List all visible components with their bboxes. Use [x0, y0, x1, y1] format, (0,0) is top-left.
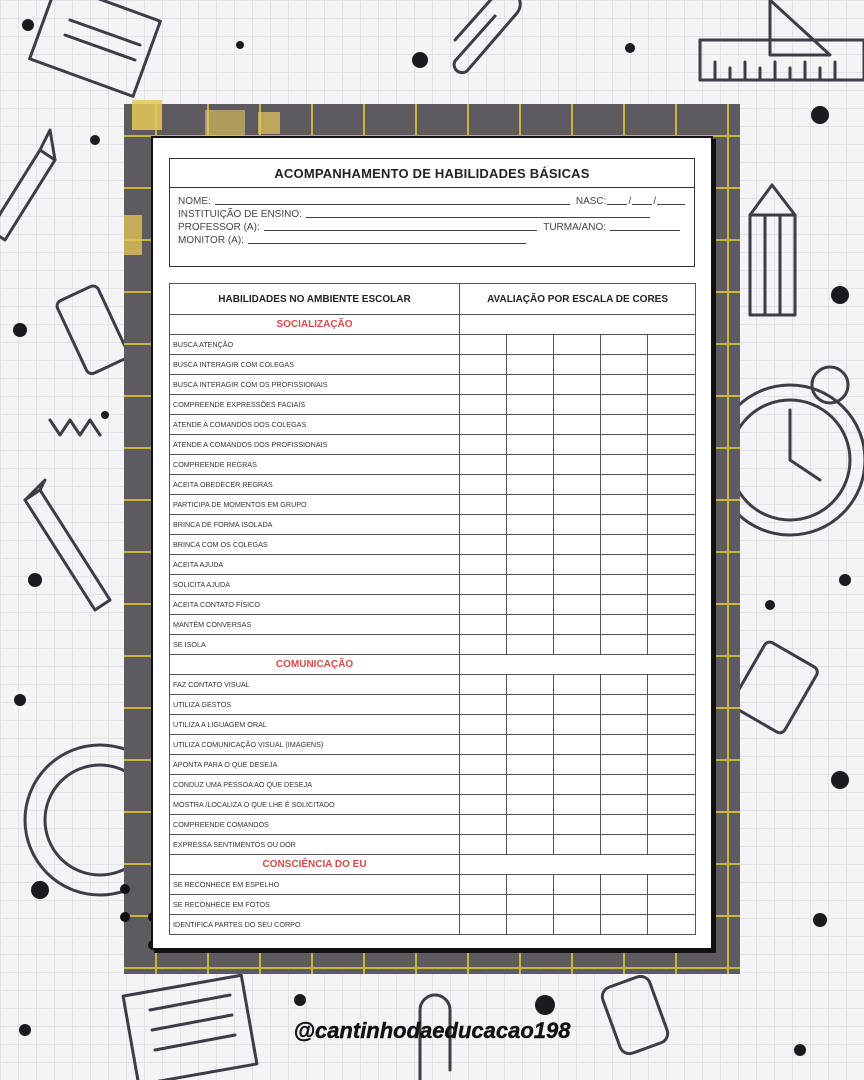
skill-label: COMPREENDE REGRAS: [170, 455, 460, 475]
table-row: [170, 455, 696, 475]
ruler-icon: [700, 40, 864, 80]
rating-cell[interactable]: [507, 415, 554, 435]
rating-cell[interactable]: [601, 735, 648, 755]
rating-cell[interactable]: [460, 695, 507, 715]
table-row: [170, 375, 696, 395]
skill-label: UTILIZA COMUNICAÇÃO VISUAL (IMAGENS): [170, 735, 460, 755]
skill-label: MANTÉM CONVERSAS: [170, 615, 460, 635]
rating-cell[interactable]: [507, 335, 554, 355]
table-row: [170, 335, 696, 355]
rating-cell[interactable]: [554, 695, 601, 715]
professor-field[interactable]: [264, 230, 538, 231]
table-row: [170, 715, 696, 735]
nome-field[interactable]: [215, 204, 570, 205]
rating-cell[interactable]: [554, 395, 601, 415]
rating-cell[interactable]: [648, 775, 696, 795]
rating-cell[interactable]: [648, 575, 696, 595]
rating-cell[interactable]: [460, 615, 507, 635]
skill-label: SE RECONHECE EM ESPELHO: [170, 875, 460, 895]
monitor-field[interactable]: [248, 243, 526, 244]
rating-cell[interactable]: [460, 455, 507, 475]
bottle-icon: [600, 974, 671, 1057]
skill-label: CONDUZ UMA PESSOA AO QUE DESEJA: [170, 775, 460, 795]
rating-cell[interactable]: [507, 835, 554, 855]
rating-cell[interactable]: [601, 575, 648, 595]
rating-cell[interactable]: [648, 555, 696, 575]
rating-cell[interactable]: [554, 895, 601, 915]
professor-label: PROFESSOR (A):: [178, 222, 260, 233]
rating-cell[interactable]: [601, 335, 648, 355]
rating-cell[interactable]: [507, 435, 554, 455]
rating-cell[interactable]: [648, 435, 696, 455]
rating-cell[interactable]: [601, 675, 648, 695]
rating-cell[interactable]: [507, 535, 554, 555]
section-title: CONSCIÊNCIA DO EU: [170, 855, 460, 875]
rating-cell[interactable]: [601, 595, 648, 615]
skill-label: MOSTRA /LOCALIZA O QUE LHE É SOLICITADO: [170, 795, 460, 815]
rating-cell[interactable]: [648, 715, 696, 735]
rating-cell[interactable]: [554, 715, 601, 735]
table-row: [170, 915, 696, 935]
rating-cell[interactable]: [507, 715, 554, 735]
student-info-box: [169, 188, 695, 267]
rating-cell[interactable]: [554, 415, 601, 435]
instituicao-field[interactable]: [306, 217, 650, 218]
rating-cell[interactable]: [554, 355, 601, 375]
rating-cell[interactable]: [554, 635, 601, 655]
section-row: [170, 855, 696, 875]
rating-cell[interactable]: [460, 575, 507, 595]
table-header-row: [170, 284, 696, 315]
rating-cell[interactable]: [507, 795, 554, 815]
table-row: [170, 895, 696, 915]
rating-cell[interactable]: [601, 875, 648, 895]
zigzag-icon: [50, 420, 100, 435]
nasc-month-field[interactable]: [632, 204, 652, 205]
nasc-separator: /: [628, 196, 632, 207]
rating-cell[interactable]: [507, 895, 554, 915]
rating-cell[interactable]: [554, 775, 601, 795]
pencil-icon: [0, 130, 55, 240]
pencil-icon-lower: [25, 480, 110, 610]
skill-label: SE ISOLA: [170, 635, 460, 655]
rating-cell[interactable]: [507, 915, 554, 935]
notebook-icon: [30, 0, 161, 96]
worksheet-title: ACOMPANHAMENTO DE HABILIDADES BÁSICAS: [274, 165, 590, 181]
eraser-icon-right: [730, 640, 819, 735]
rating-cell[interactable]: [648, 875, 696, 895]
rating-cell[interactable]: [648, 735, 696, 755]
col-avaliacao-header: AVALIAÇÃO POR ESCALA DE CORES: [460, 284, 696, 315]
rating-cell[interactable]: [648, 395, 696, 415]
title-box: [169, 158, 695, 188]
rating-cell[interactable]: [554, 595, 601, 615]
table-row: [170, 615, 696, 635]
skill-label: FAZ CONTATO VISUAL: [170, 675, 460, 695]
turma-label: TURMA/ANO:: [543, 222, 606, 233]
rating-cell[interactable]: [648, 375, 696, 395]
skill-label: COMPREENDE EXPRESSÕES FACIAIS: [170, 395, 460, 415]
rating-cell[interactable]: [460, 815, 507, 835]
rating-cell[interactable]: [601, 455, 648, 475]
section-rating-spacer: [460, 315, 696, 335]
rating-cell[interactable]: [601, 555, 648, 575]
rating-cell[interactable]: [460, 495, 507, 515]
rating-cell[interactable]: [554, 575, 601, 595]
table-row: [170, 355, 696, 375]
rating-cell[interactable]: [460, 595, 507, 615]
skill-label: ACEITA CONTATO FÍSICO: [170, 595, 460, 615]
rating-cell[interactable]: [507, 635, 554, 655]
rating-cell[interactable]: [460, 515, 507, 535]
table-row: [170, 815, 696, 835]
skill-label: BUSCA INTERAGIR COM COLEGAS: [170, 355, 460, 375]
section-title: SOCIALIZAÇÃO: [170, 315, 460, 335]
rating-cell[interactable]: [507, 615, 554, 635]
set-square-icon: [770, 0, 830, 55]
rating-cell[interactable]: [601, 815, 648, 835]
table-row: [170, 535, 696, 555]
rating-cell[interactable]: [554, 535, 601, 555]
rating-cell[interactable]: [648, 335, 696, 355]
section-row: [170, 655, 696, 675]
table-row: [170, 795, 696, 815]
rating-cell[interactable]: [554, 795, 601, 815]
rating-cell[interactable]: [648, 595, 696, 615]
rating-cell[interactable]: [507, 695, 554, 715]
rating-cell[interactable]: [648, 915, 696, 935]
rating-cell[interactable]: [648, 695, 696, 715]
nasc-day-field[interactable]: [607, 204, 627, 205]
rating-cell[interactable]: [554, 875, 601, 895]
rating-cell[interactable]: [507, 775, 554, 795]
rating-cell[interactable]: [507, 515, 554, 535]
skill-label: PARTICIPA DE MOMENTOS EM GRUPO: [170, 495, 460, 515]
skill-label: BUSCA ATENÇÃO: [170, 335, 460, 355]
paper-clip-icon: [454, 0, 520, 73]
rating-cell[interactable]: [507, 815, 554, 835]
rating-cell[interactable]: [554, 915, 601, 935]
rating-cell[interactable]: [601, 635, 648, 655]
rating-cell[interactable]: [601, 375, 648, 395]
rating-cell[interactable]: [507, 755, 554, 775]
rating-cell[interactable]: [601, 415, 648, 435]
rating-cell[interactable]: [460, 915, 507, 935]
table-row: [170, 435, 696, 455]
skill-label: SE RECONHECE EM FOTOS: [170, 895, 460, 915]
rating-cell[interactable]: [648, 795, 696, 815]
rating-cell[interactable]: [554, 455, 601, 475]
rating-cell[interactable]: [507, 375, 554, 395]
rating-cell[interactable]: [507, 555, 554, 575]
skill-label: EXPRESSA SENTIMENTOS OU DOR: [170, 835, 460, 855]
rating-cell[interactable]: [554, 555, 601, 575]
rating-cell[interactable]: [601, 435, 648, 455]
rating-cell[interactable]: [601, 775, 648, 795]
rating-cell[interactable]: [648, 615, 696, 635]
table-row: [170, 575, 696, 595]
rating-cell[interactable]: [601, 535, 648, 555]
monitor-line: [178, 233, 686, 246]
table-row: [170, 475, 696, 495]
rating-cell[interactable]: [601, 755, 648, 775]
rating-cell[interactable]: [601, 715, 648, 735]
pencil-icon-right: [750, 185, 795, 315]
rating-cell[interactable]: [460, 635, 507, 655]
skill-label: BUSCA INTERAGIR COM OS PROFISSIONAIS: [170, 375, 460, 395]
rating-cell[interactable]: [460, 535, 507, 555]
skill-label: ACEITA OBEDECER REGRAS: [170, 475, 460, 495]
nasc-year-field[interactable]: [657, 204, 685, 205]
table-row: [170, 515, 696, 535]
rating-cell[interactable]: [554, 615, 601, 635]
table-row: [170, 735, 696, 755]
rating-cell[interactable]: [601, 915, 648, 935]
rating-cell[interactable]: [507, 875, 554, 895]
monitor-label: MONITOR (A):: [178, 235, 244, 246]
skill-label: ACEITA AJUDA: [170, 555, 460, 575]
rating-cell[interactable]: [460, 895, 507, 915]
rating-cell[interactable]: [601, 835, 648, 855]
rating-cell[interactable]: [601, 695, 648, 715]
rating-cell[interactable]: [601, 355, 648, 375]
rating-cell[interactable]: [460, 555, 507, 575]
section-rating-spacer: [460, 855, 696, 875]
turma-field[interactable]: [610, 230, 680, 231]
table-row: [170, 675, 696, 695]
nome-line: [178, 194, 686, 207]
rating-cell[interactable]: [554, 675, 601, 695]
rating-cell[interactable]: [460, 475, 507, 495]
decor-dot: [120, 912, 130, 922]
nome-label: NOME:: [178, 196, 211, 207]
rating-cell[interactable]: [648, 895, 696, 915]
rating-cell[interactable]: [507, 355, 554, 375]
accent-square: [132, 100, 162, 130]
nasc-separator: /: [653, 196, 656, 207]
rating-cell[interactable]: [460, 395, 507, 415]
rating-cell[interactable]: [507, 495, 554, 515]
skills-table: [169, 283, 696, 935]
table-row: [170, 635, 696, 655]
rating-cell[interactable]: [648, 755, 696, 775]
table-row: [170, 595, 696, 615]
eraser-icon: [55, 284, 130, 376]
skill-label: UTILIZA A LIGUAGEM ORAL: [170, 715, 460, 735]
rating-cell[interactable]: [648, 415, 696, 435]
rating-cell[interactable]: [601, 515, 648, 535]
rating-cell[interactable]: [601, 615, 648, 635]
rating-cell[interactable]: [601, 495, 648, 515]
table-row: [170, 775, 696, 795]
rating-cell[interactable]: [507, 675, 554, 695]
nasc-label: NASC:: [575, 196, 607, 207]
rating-cell[interactable]: [648, 355, 696, 375]
rating-cell[interactable]: [460, 755, 507, 775]
rating-cell[interactable]: [554, 435, 601, 455]
rating-cell[interactable]: [601, 895, 648, 915]
section-title: COMUNICAÇÃO: [170, 655, 460, 675]
decor-dot: [120, 884, 130, 894]
rating-cell[interactable]: [460, 675, 507, 695]
skill-label: COMPREENDE COMANDOS: [170, 815, 460, 835]
rating-cell[interactable]: [554, 735, 601, 755]
rating-cell[interactable]: [648, 535, 696, 555]
table-row: [170, 555, 696, 575]
table-row: [170, 395, 696, 415]
rating-cell[interactable]: [601, 395, 648, 415]
rating-cell[interactable]: [507, 455, 554, 475]
skill-label: APONTA PARA O QUE DESEJA: [170, 755, 460, 775]
col-habilidades-header: HABILIDADES NO AMBIENTE ESCOLAR: [170, 284, 460, 315]
rating-cell[interactable]: [460, 435, 507, 455]
rating-cell[interactable]: [554, 475, 601, 495]
rating-cell[interactable]: [554, 755, 601, 775]
rating-cell[interactable]: [554, 335, 601, 355]
accent-square: [258, 112, 280, 134]
rating-cell[interactable]: [554, 835, 601, 855]
rating-cell[interactable]: [460, 335, 507, 355]
section-rating-spacer: [460, 655, 696, 675]
rating-cell[interactable]: [601, 475, 648, 495]
table-row: [170, 835, 696, 855]
rating-cell[interactable]: [507, 395, 554, 415]
rating-cell[interactable]: [554, 515, 601, 535]
rating-cell[interactable]: [648, 515, 696, 535]
worksheet-page: [151, 136, 713, 950]
table-row: [170, 695, 696, 715]
table-row: [170, 875, 696, 895]
rating-cell[interactable]: [507, 575, 554, 595]
rating-cell[interactable]: [648, 455, 696, 475]
accent-square: [124, 215, 142, 255]
table-row: [170, 415, 696, 435]
rating-cell[interactable]: [648, 835, 696, 855]
rating-cell[interactable]: [460, 735, 507, 755]
rating-cell[interactable]: [648, 495, 696, 515]
rating-cell[interactable]: [460, 835, 507, 855]
skill-label: IDENTIFICA PARTES DO SEU CORPO: [170, 915, 460, 935]
professor-line: [178, 220, 686, 233]
instituicao-line: [178, 207, 686, 220]
rating-cell[interactable]: [460, 875, 507, 895]
rating-cell[interactable]: [507, 595, 554, 615]
skill-label: BRINCA COM OS COLEGAS: [170, 535, 460, 555]
skill-label: ATENDE A COMANDOS DOS COLEGAS: [170, 415, 460, 435]
rating-cell[interactable]: [554, 495, 601, 515]
skill-label: BRINCA DE FORMA ISOLADA: [170, 515, 460, 535]
section-row: [170, 315, 696, 335]
rating-cell[interactable]: [601, 795, 648, 815]
rating-cell[interactable]: [648, 675, 696, 695]
rating-cell[interactable]: [648, 635, 696, 655]
rating-cell[interactable]: [460, 775, 507, 795]
rating-cell[interactable]: [460, 355, 507, 375]
skill-label: ATENDE A COMANDOS DOS PROFISSIONAIS: [170, 435, 460, 455]
table-row: [170, 755, 696, 775]
skill-label: UTILIZA GESTOS: [170, 695, 460, 715]
table-row: [170, 495, 696, 515]
instituicao-label: INSTITUIÇÃO DE ENSINO:: [178, 209, 302, 220]
rating-cell[interactable]: [460, 795, 507, 815]
rating-cell[interactable]: [507, 475, 554, 495]
rating-cell[interactable]: [460, 715, 507, 735]
rating-cell[interactable]: [460, 415, 507, 435]
rating-cell[interactable]: [460, 375, 507, 395]
rating-cell[interactable]: [507, 735, 554, 755]
rating-cell[interactable]: [648, 815, 696, 835]
rating-cell[interactable]: [554, 375, 601, 395]
skill-label: SOLICITA AJUDA: [170, 575, 460, 595]
instagram-handle: @cantinhodaeducacao198: [293, 1018, 571, 1043]
rating-cell[interactable]: [648, 475, 696, 495]
rating-cell[interactable]: [554, 815, 601, 835]
